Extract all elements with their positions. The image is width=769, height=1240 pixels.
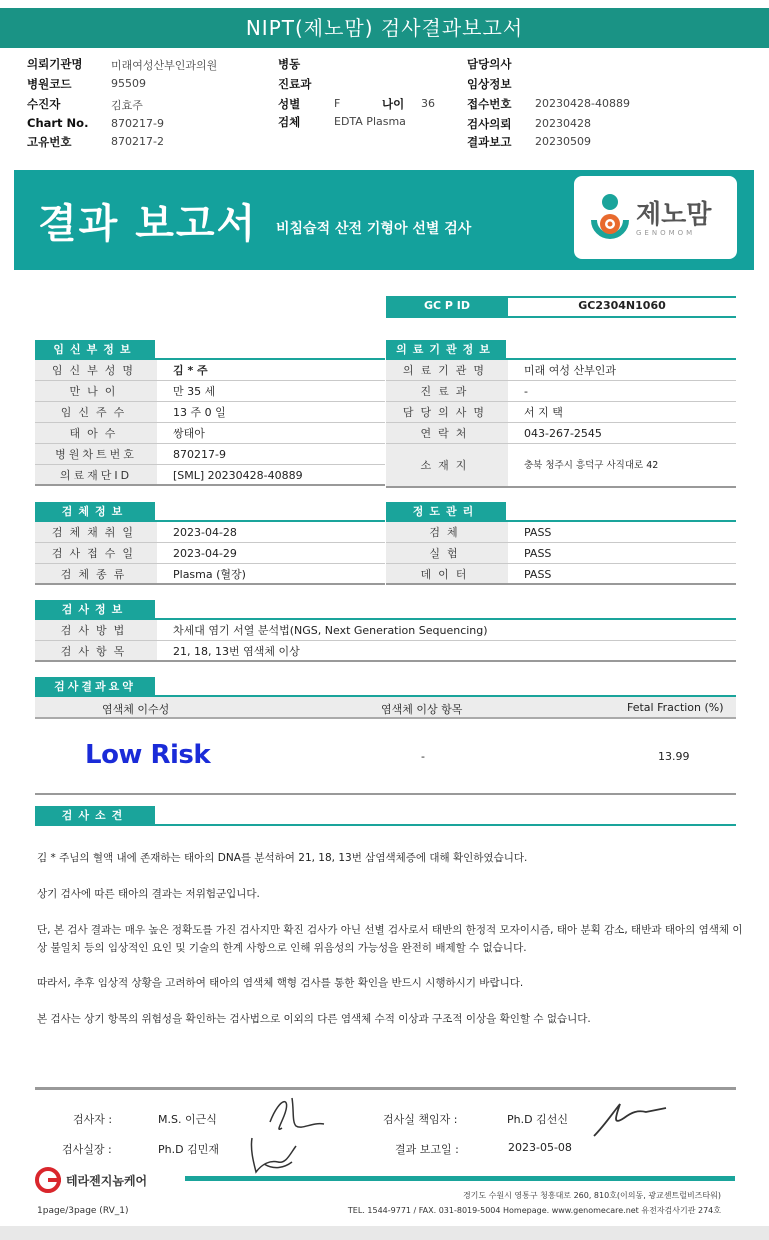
section-findings: 검사소견 [35, 806, 155, 825]
finding-paragraph: 상기 검사에 따른 태아의 결과는 저위험군입니다. [37, 888, 260, 900]
header-value: 36 [421, 97, 435, 110]
row-value: 서 지 택 [524, 406, 563, 419]
teragen-logo-icon [35, 1167, 63, 1193]
header-value: F [334, 97, 341, 110]
header-label: 결과보고 [467, 135, 512, 149]
report-header [0, 52, 769, 152]
tester-label: 검사자 : [73, 1113, 113, 1126]
logo-text: 제노맘 [636, 200, 712, 230]
header-label: 고유번호 [27, 135, 72, 149]
logo-subtext: GENOMOM [636, 229, 696, 237]
row-key: 검사항목 [35, 641, 157, 660]
section-rule [35, 824, 736, 826]
row-value: PASS [524, 547, 552, 560]
row-key: 검사방법 [35, 620, 157, 640]
company-address: 경기도 수원시 영통구 청흥대로 260, 810호(이의동, 광교센트럴비즈타워) [462, 1191, 721, 1200]
page-number: 1page/3page (RV_1) [37, 1206, 129, 1216]
row-value: 870217-9 [173, 448, 226, 461]
tester-name: M.S. 이근식 [158, 1113, 217, 1126]
row-key: 태아수 [35, 423, 157, 443]
result-fetal-fraction: 13.99 [658, 750, 690, 763]
banner-title: 결과 보고서 [38, 201, 258, 247]
report-banner [14, 170, 754, 270]
row-key: 검체 [386, 522, 508, 542]
row-value: PASS [524, 526, 552, 539]
row-value: - [524, 385, 528, 398]
page-title: NIPT(제노맘) 검사결과보고서 [0, 8, 769, 48]
row-value: 쌍태아 [173, 427, 205, 440]
finding-paragraph: 김 * 주님의 혈액 내에 존재하는 태아의 DNA를 분석하여 21, 18, 13번 삼염색체증에 대해 확인하였습니다. [37, 852, 528, 864]
row-key: 연락처 [386, 423, 508, 443]
header-value: 95509 [111, 77, 146, 90]
header-value: 20230428-40889 [535, 97, 630, 110]
report-date: 2023-05-08 [508, 1141, 572, 1154]
table-row [386, 423, 736, 444]
gcp-id-label: GC P ID [386, 296, 508, 316]
genomom-logo-icon [588, 190, 632, 244]
header-label: 임상정보 [467, 77, 512, 91]
row-key: 임신주수 [35, 402, 157, 422]
table-row [35, 423, 385, 444]
finding-paragraph: 본 검사는 상기 항목의 위험성을 확인하는 검사법으로 이외의 다른 염색체 수적 이상과 구조적 이상을 확인할 수 없습니다. [37, 1013, 591, 1025]
row-key: 만나이 [35, 381, 157, 401]
row-key: 데이터 [386, 564, 508, 583]
header-value: 김효주 [111, 99, 143, 112]
row-value: 충북 청주시 흥덕구 사직대로 42 [524, 460, 659, 471]
row-key: 임신부성명 [35, 360, 157, 380]
table-row [35, 564, 385, 585]
company-name: 테라젠지놈케어 [66, 1174, 148, 1188]
row-key: 병원차트번호 [35, 444, 157, 464]
gcp-id-row [386, 296, 736, 318]
header-label: 성별 [278, 97, 301, 111]
row-key: 담당의사명 [386, 402, 508, 422]
responsible-signature-icon [590, 1096, 670, 1140]
row-value: 043-267-2545 [524, 427, 602, 440]
table-row [35, 465, 385, 486]
result-low-risk: Low Risk [85, 740, 211, 770]
table-row [386, 564, 736, 585]
header-value: 870217-2 [111, 135, 164, 148]
row-value: [SML] 20230428-40889 [173, 469, 303, 482]
row-value: 2023-04-28 [173, 526, 237, 539]
finding-paragraph: 따라서, 추후 임상적 상황을 고려하여 태아의 염색체 핵형 검사를 통한 확인을 반드시 시행하시기 바랍니다. [37, 977, 524, 989]
header-label: 접수번호 [467, 97, 512, 111]
section-pregnant-info: 임신부정보 [35, 340, 155, 359]
header-label: 검체 [278, 115, 301, 129]
finding-paragraph: 단, 본 검사 결과는 매우 높은 정확도를 가진 검사지만 확진 검사가 아닌 선별 검사로서 태반의 한정적 모자이시즘, 태아 분획 감소, 태반과 태아의 염색체 이상 불일치 등의 임상적인 요인 및 기술의 한계 사항으로 인해 위음성의 가능성을 완전히 배제할 수 없습니다. [37, 924, 743, 954]
row-value: PASS [524, 568, 552, 581]
header-label: 나이 [382, 97, 405, 111]
header-label: Chart No. [27, 116, 89, 130]
header-label: 의뢰기관명 [27, 57, 83, 71]
summary-header [35, 697, 736, 719]
banner-subtitle: 비침습적 산전 기형아 선별 검사 [276, 221, 472, 237]
row-value: 차세대 염기 서열 분석법(NGS, Next Generation Sequencing) [173, 624, 488, 637]
company-contact: TEL. 1544-9771 / FAX. 031-8019-5004 Homepage. www.genomecare.net 유전자검사기관 274호 [347, 1206, 721, 1215]
table-row [35, 543, 385, 564]
table-row [386, 522, 736, 543]
tester-signature-icon [262, 1092, 332, 1136]
genomom-logo [574, 176, 737, 259]
header-label: 병동 [278, 57, 301, 71]
row-value: 13 주 0 일 [173, 406, 226, 419]
header-label: 진료과 [278, 77, 312, 91]
header-value: 870217-9 [111, 117, 164, 130]
table-row [35, 641, 736, 662]
table-row [35, 381, 385, 402]
table-row [35, 402, 385, 423]
responsible-label: 검사실 책임자 : [383, 1113, 458, 1126]
table-row [386, 360, 736, 381]
lab-head-signature-icon [244, 1134, 304, 1178]
row-key: 소재지 [386, 444, 508, 486]
row-key: 진료과 [386, 381, 508, 401]
header-label: 수진자 [27, 97, 61, 111]
section-test-info: 검사정보 [35, 600, 155, 619]
footer-teal-rule [185, 1176, 735, 1181]
gcp-id-value: GC2304N1060 [578, 299, 666, 312]
row-key: 의료기관명 [386, 360, 508, 380]
table-row [35, 360, 385, 381]
header-label: 병원코드 [27, 77, 72, 91]
row-value: 21, 18, 13번 염색체 이상 [173, 645, 300, 658]
lab-head-name: Ph.D 김민재 [158, 1143, 219, 1156]
section-specimen-info: 검체정보 [35, 502, 155, 521]
row-key: 검체종류 [35, 564, 157, 583]
table-row [35, 620, 736, 641]
header-label: 담당의사 [467, 57, 512, 71]
responsible-name: Ph.D 김선신 [507, 1113, 568, 1126]
row-value: 만 35 세 [173, 385, 216, 398]
header-label: 검사의뢰 [467, 117, 512, 131]
table-row [386, 402, 736, 423]
table-row [35, 522, 385, 543]
summary-col-abnormal: 염색체 이상 항목 [381, 703, 463, 716]
row-value: Plasma (혈장) [173, 568, 246, 581]
table-row [386, 381, 736, 402]
table-row [386, 444, 736, 488]
row-value: 미래 여성 산부인과 [524, 364, 617, 377]
summary-bottom-rule [35, 793, 736, 795]
row-key: 검체채취일 [35, 522, 157, 542]
result-abnormal: - [421, 750, 425, 763]
page-bottom-band [0, 1226, 769, 1240]
lab-head-label: 검사실장 : [62, 1143, 112, 1156]
header-value: EDTA Plasma [334, 115, 406, 128]
header-value: 미래여성산부인과의원 [111, 59, 218, 72]
summary-col-aneuploidy: 염색체 이수성 [102, 703, 170, 716]
report-date-label: 결과 보고일 : [395, 1143, 459, 1156]
summary-col-ff: Fetal Fraction (%) [627, 701, 724, 714]
row-key: 의료재단ID [35, 465, 157, 484]
header-value: 20230509 [535, 135, 591, 148]
row-value: 김 * 주 [173, 364, 208, 377]
table-row [386, 543, 736, 564]
section-qc-info: 정도관리 [386, 502, 506, 521]
row-key: 실험 [386, 543, 508, 563]
row-value: 2023-04-29 [173, 547, 237, 560]
signature-rule [35, 1087, 736, 1090]
table-row [35, 444, 385, 465]
row-key: 검사접수일 [35, 543, 157, 563]
section-summary: 검사결과요약 [35, 677, 155, 696]
section-institution-info: 의료기관정보 [386, 340, 506, 359]
header-value: 20230428 [535, 117, 591, 130]
